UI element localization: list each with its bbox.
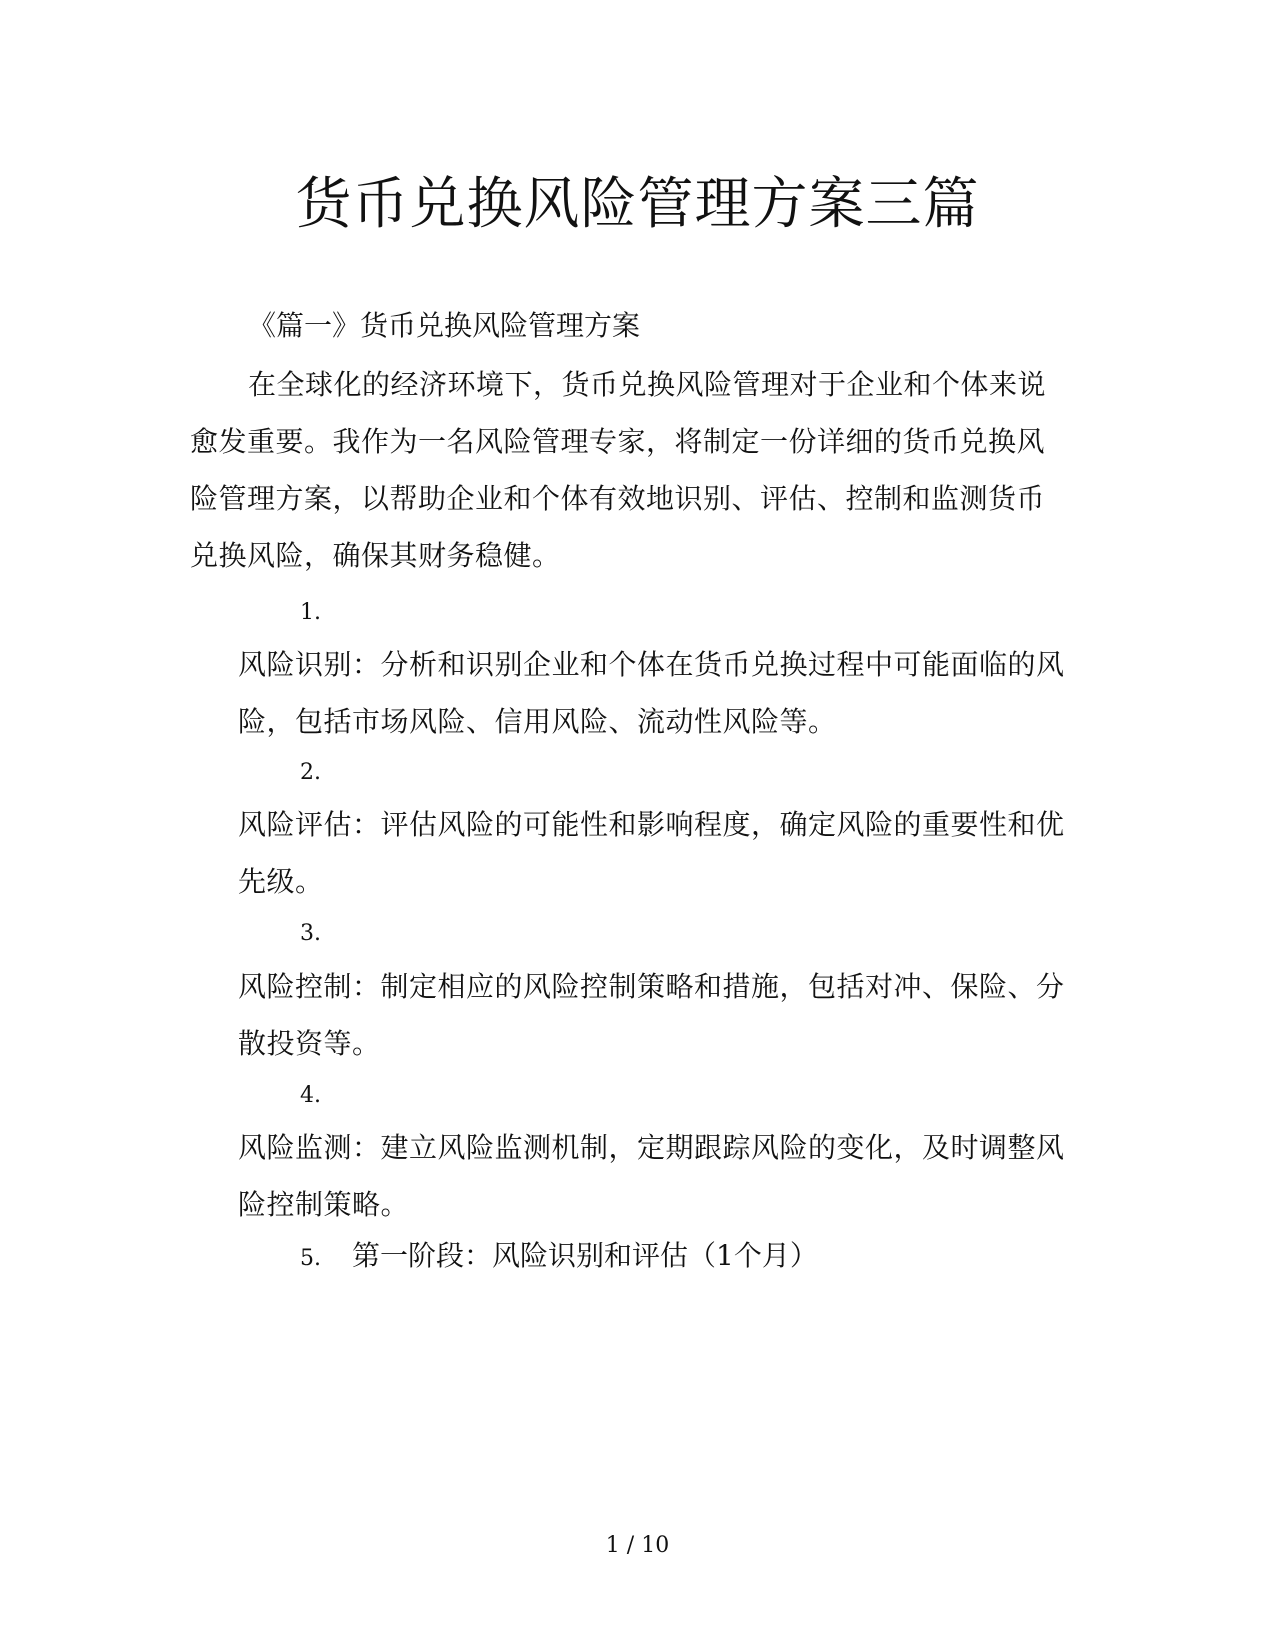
intro-paragraph: 在全球化的经济环境下，货币兑换风险管理对于企业和个体来说愈发重要。我作为一名风险管理专家，将制定一份详细的货币兑换风险管理方案，以帮助企业和个体有效地识别、评估、控制和监测货币兑换风险，确保其财务稳健。	[190, 368, 1047, 572]
list-item-text: 风险监测：建立风险监测机制，定期跟踪风险的变化，及时调整风险控制策略。	[238, 1131, 1065, 1221]
list-item-text: 第一阶段：风险识别和评估（1个月）	[352, 1239, 818, 1272]
list-item-text: 风险识别：分析和识别企业和个体在货币兑换过程中可能面临的风险，包括市场风险、信用风险、流动性风险等。	[238, 648, 1065, 738]
page-number: 1 / 10	[605, 1533, 670, 1558]
list-item-number: 3.	[300, 921, 321, 946]
list-item-text: 风险控制：制定相应的风险控制策略和措施，包括对冲、保险、分散投资等。	[238, 970, 1065, 1060]
section-heading: 《篇一》货币兑换风险管理方案	[248, 309, 641, 342]
list-item-number: 1.	[300, 600, 321, 625]
list-item-inline	[300, 1232, 818, 1283]
document-title: 货币兑换风险管理方案三篇	[295, 172, 980, 237]
list-item-number: 4.	[300, 1083, 321, 1108]
list-item-text: 风险评估：评估风险的可能性和影响程度，确定风险的重要性和优先级。	[238, 808, 1065, 898]
list-item-number: 5.	[300, 1246, 321, 1271]
list-item-number: 2.	[300, 760, 321, 785]
